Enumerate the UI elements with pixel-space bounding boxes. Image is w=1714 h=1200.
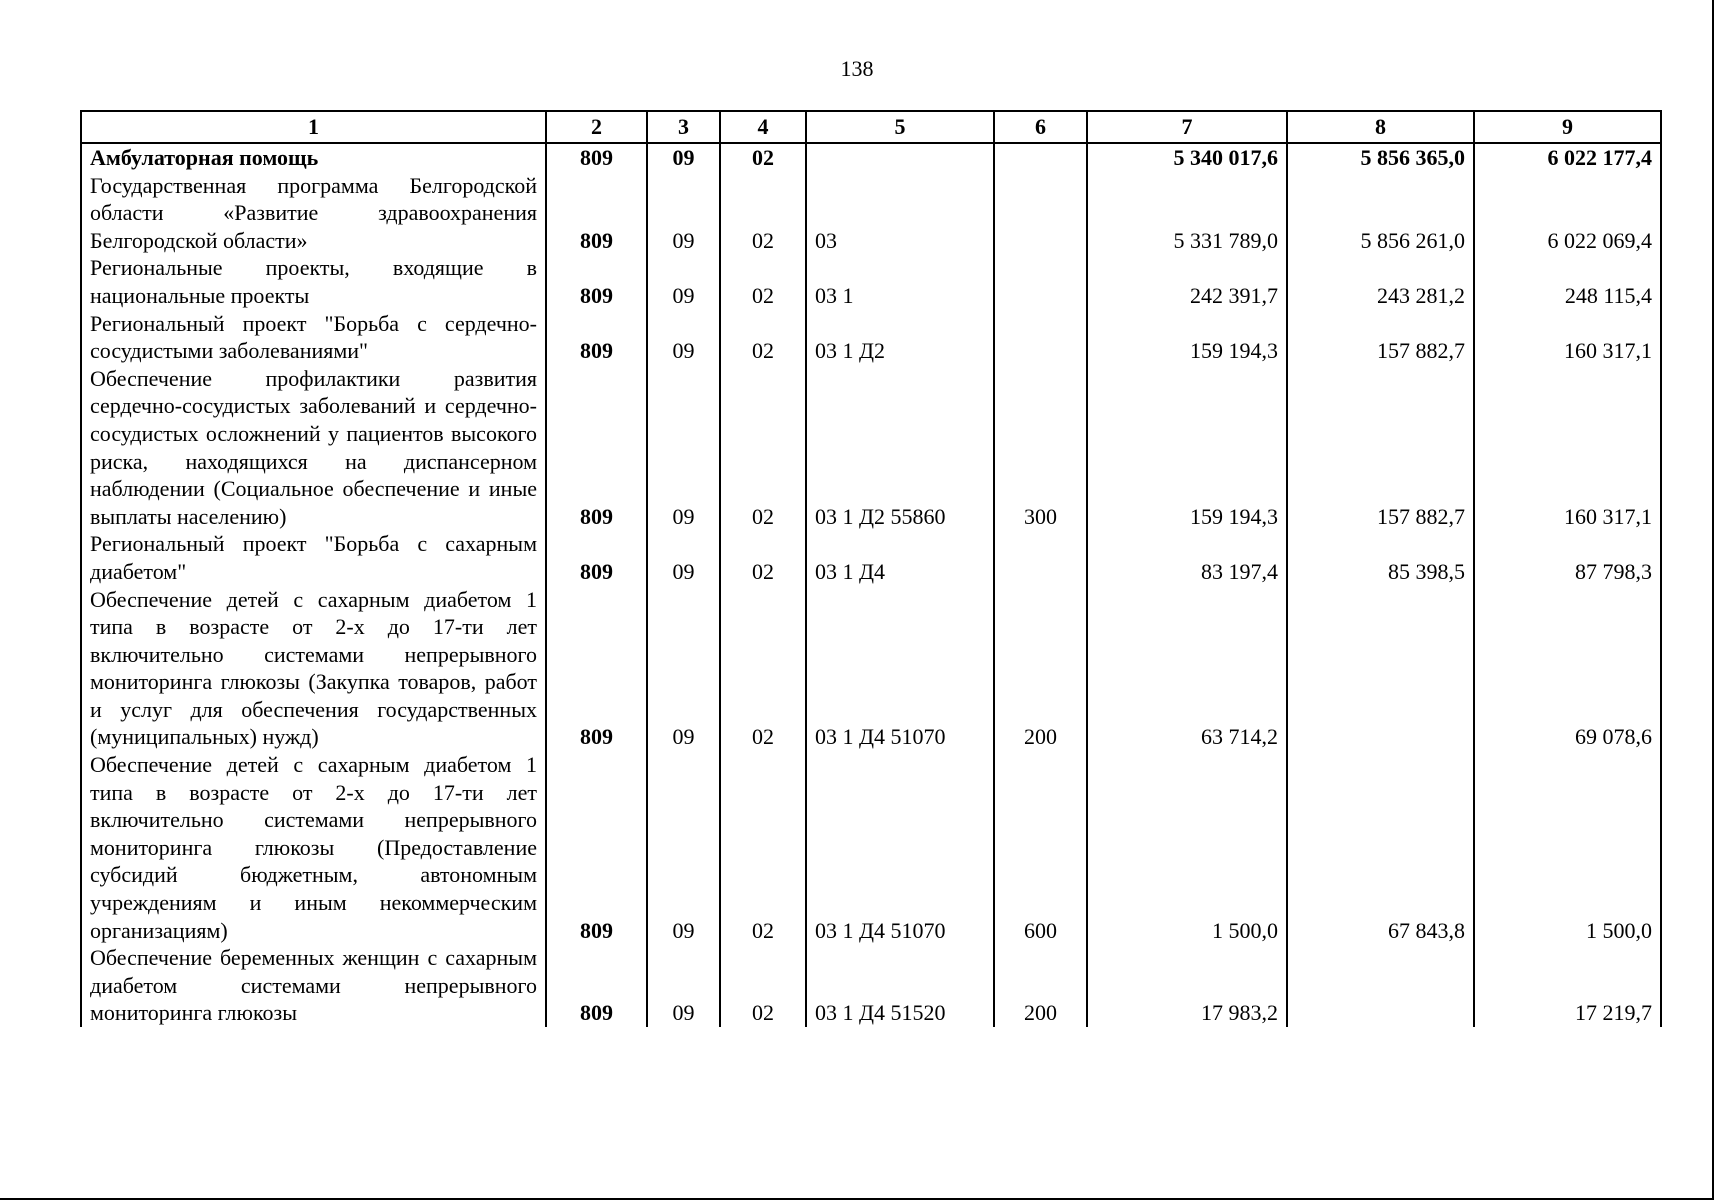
cell-gr: 809 xyxy=(546,530,647,585)
col-header: 7 xyxy=(1087,111,1287,143)
budget-table xyxy=(80,110,1662,1027)
cell-amount-1: 63 714,2 xyxy=(1087,586,1287,752)
cell-pr: 02 xyxy=(720,143,806,172)
cell-pr: 02 xyxy=(720,365,806,531)
cell-csr: 03 xyxy=(806,172,994,255)
cell-csr: 03 1 xyxy=(806,254,994,309)
row-description: Обеспечение профилактики развития сердечно-сосудистых заболеваний и сердечно-сосудистых осложнений у пациентов высокого риска, находящихся на диспансерном наблюдении (Социальное обеспечение и иные выплаты населению) xyxy=(81,365,546,531)
cell-gr: 809 xyxy=(546,751,647,944)
cell-csr: 03 1 Д4 51520 xyxy=(806,944,994,1027)
cell-amount-3: 69 078,6 xyxy=(1474,586,1661,752)
cell-pr: 02 xyxy=(720,254,806,309)
col-header: 8 xyxy=(1287,111,1474,143)
col-header: 5 xyxy=(806,111,994,143)
cell-amount-1: 17 983,2 xyxy=(1087,944,1287,1027)
cell-vr xyxy=(994,143,1087,172)
cell-amount-2: 5 856 261,0 xyxy=(1287,172,1474,255)
cell-amount-1: 1 500,0 xyxy=(1087,751,1287,944)
cell-pr: 02 xyxy=(720,172,806,255)
cell-amount-3: 6 022 177,4 xyxy=(1474,143,1661,172)
cell-vr: 600 xyxy=(994,751,1087,944)
col-header: 9 xyxy=(1474,111,1661,143)
cell-csr: 03 1 Д4 xyxy=(806,530,994,585)
cell-gr: 809 xyxy=(546,143,647,172)
cell-amount-2 xyxy=(1287,944,1474,1027)
cell-amount-2: 5 856 365,0 xyxy=(1287,143,1474,172)
col-header: 2 xyxy=(546,111,647,143)
cell-rz: 09 xyxy=(647,310,720,365)
cell-rz: 09 xyxy=(647,530,720,585)
cell-amount-2: 85 398,5 xyxy=(1287,530,1474,585)
cell-amount-3: 17 219,7 xyxy=(1474,944,1661,1027)
cell-rz: 09 xyxy=(647,944,720,1027)
cell-gr: 809 xyxy=(546,586,647,752)
cell-amount-3: 160 317,1 xyxy=(1474,310,1661,365)
row-description: Обеспечение беременных женщин с сахарным диабетом системами непрерывного мониторинга глюкозы xyxy=(81,944,546,1027)
cell-pr: 02 xyxy=(720,944,806,1027)
cell-pr: 02 xyxy=(720,530,806,585)
table-row xyxy=(81,172,1661,255)
table-row xyxy=(81,944,1661,1027)
col-header: 4 xyxy=(720,111,806,143)
cell-rz: 09 xyxy=(647,143,720,172)
cell-amount-2: 157 882,7 xyxy=(1287,310,1474,365)
cell-amount-2 xyxy=(1287,586,1474,752)
cell-csr: 03 1 Д4 51070 xyxy=(806,751,994,944)
cell-gr: 809 xyxy=(546,944,647,1027)
row-description: Региональные проекты, входящие в национальные проекты xyxy=(81,254,546,309)
cell-amount-3: 248 115,4 xyxy=(1474,254,1661,309)
page-number: 138 xyxy=(840,56,874,81)
cell-rz: 09 xyxy=(647,586,720,752)
table-row xyxy=(81,751,1661,944)
table-row xyxy=(81,310,1661,365)
cell-amount-2: 157 882,7 xyxy=(1287,365,1474,531)
cell-pr: 02 xyxy=(720,310,806,365)
row-description: Региональный проект "Борьба с сахарным диабетом" xyxy=(81,530,546,585)
cell-amount-1: 242 391,7 xyxy=(1087,254,1287,309)
cell-vr: 200 xyxy=(994,944,1087,1027)
cell-amount-1: 159 194,3 xyxy=(1087,365,1287,531)
cell-amount-1: 5 340 017,6 xyxy=(1087,143,1287,172)
cell-csr: 03 1 Д2 xyxy=(806,310,994,365)
cell-gr: 809 xyxy=(546,254,647,309)
cell-gr: 809 xyxy=(546,365,647,531)
header-row xyxy=(81,111,1661,143)
cell-vr: 200 xyxy=(994,586,1087,752)
cell-rz: 09 xyxy=(647,254,720,309)
row-description: Региональный проект "Борьба с сердечно-сосудистыми заболеваниями" xyxy=(81,310,546,365)
cell-gr: 809 xyxy=(546,172,647,255)
cell-vr xyxy=(994,172,1087,255)
cell-pr: 02 xyxy=(720,586,806,752)
cell-amount-3: 6 022 069,4 xyxy=(1474,172,1661,255)
col-header: 6 xyxy=(994,111,1087,143)
col-header: 1 xyxy=(81,111,546,143)
col-header: 3 xyxy=(647,111,720,143)
row-description: Обеспечение детей с сахарным диабетом 1 типа в возрасте от 2-х до 17-ти лет включительно системами непрерывного мониторинга глюкозы (Закупка товаров, работ и услуг для обеспечения государственных (муниципальных) нужд) xyxy=(81,586,546,752)
cell-amount-2: 243 281,2 xyxy=(1287,254,1474,309)
cell-rz: 09 xyxy=(647,751,720,944)
table-row xyxy=(81,143,1661,172)
cell-gr: 809 xyxy=(546,310,647,365)
cell-amount-3: 87 798,3 xyxy=(1474,530,1661,585)
row-description: Амбулаторная помощь xyxy=(81,143,546,172)
cell-vr xyxy=(994,310,1087,365)
table-body xyxy=(81,143,1661,1027)
cell-vr xyxy=(994,254,1087,309)
cell-amount-2: 67 843,8 xyxy=(1287,751,1474,944)
cell-csr xyxy=(806,143,994,172)
cell-amount-3: 160 317,1 xyxy=(1474,365,1661,531)
cell-rz: 09 xyxy=(647,365,720,531)
cell-csr: 03 1 Д2 55860 xyxy=(806,365,994,531)
table-row xyxy=(81,365,1661,531)
cell-vr xyxy=(994,530,1087,585)
cell-vr: 300 xyxy=(994,365,1087,531)
cell-amount-1: 5 331 789,0 xyxy=(1087,172,1287,255)
table-row xyxy=(81,586,1661,752)
cell-amount-3: 1 500,0 xyxy=(1474,751,1661,944)
table-row xyxy=(81,530,1661,585)
cell-amount-1: 159 194,3 xyxy=(1087,310,1287,365)
cell-amount-1: 83 197,4 xyxy=(1087,530,1287,585)
cell-rz: 09 xyxy=(647,172,720,255)
cell-pr: 02 xyxy=(720,751,806,944)
row-description: Обеспечение детей с сахарным диабетом 1 типа в возрасте от 2-х до 17-ти лет включительно системами непрерывного мониторинга глюкозы (Предоставление субсидий бюджетным, автономным учреждениям и иным некоммерческим организациям) xyxy=(81,751,546,944)
cell-csr: 03 1 Д4 51070 xyxy=(806,586,994,752)
row-description: Государственная программа Белгородской области «Развитие здравоохранения Белгородской области» xyxy=(81,172,546,255)
table-row xyxy=(81,254,1661,309)
